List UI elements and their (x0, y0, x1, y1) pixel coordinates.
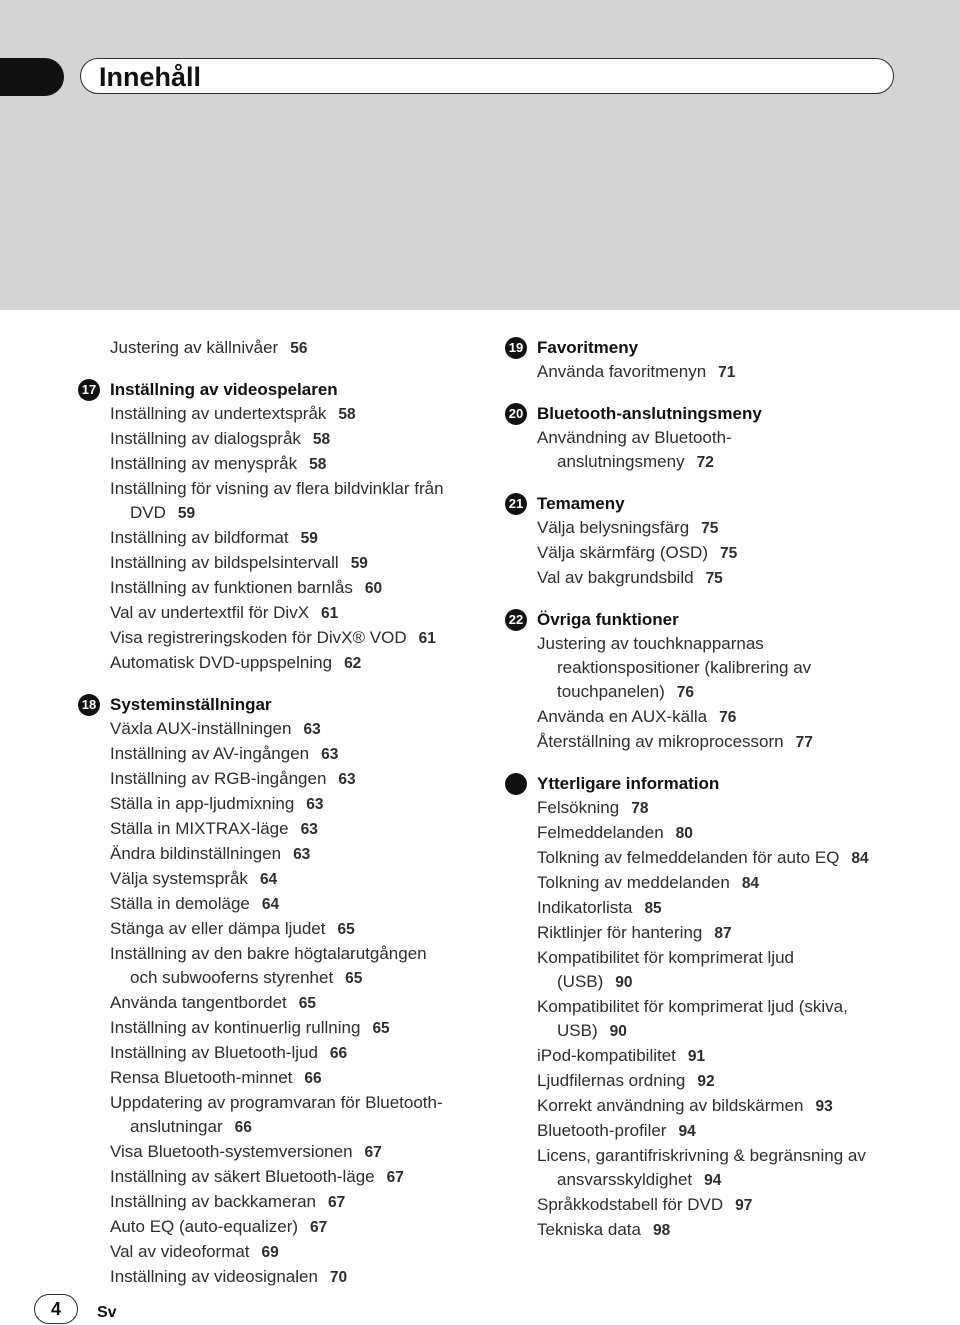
toc-entry-title: Automatisk DVD-uppspelning (110, 653, 333, 672)
toc-entry[interactable] (78, 651, 478, 676)
section-number-badge: 19 (505, 337, 527, 359)
toc-entry[interactable] (505, 1144, 925, 1193)
toc-page-number: 71 (718, 364, 736, 381)
toc-entry-title: Välja skärmfärg (OSD) (537, 543, 708, 562)
toc-entry[interactable] (505, 541, 925, 566)
toc-entry[interactable] (78, 767, 478, 792)
toc-entry-title: Kompatibilitet för komprimerat ljud (537, 948, 794, 967)
toc-entry-continuation-line (537, 1019, 925, 1044)
toc-entry-title: Inställning av AV-ingången (110, 744, 310, 763)
toc-page-number: 63 (338, 771, 356, 788)
toc-entry[interactable] (78, 427, 478, 452)
toc-entry[interactable] (78, 452, 478, 477)
toc-page-number: 64 (259, 871, 278, 888)
toc-entry[interactable] (78, 336, 478, 361)
language-code: Sv (97, 1304, 117, 1321)
section-gap (505, 475, 925, 492)
toc-section-heading[interactable] (505, 608, 925, 632)
toc-section-title: Ytterligare information (537, 774, 720, 793)
toc-entry[interactable] (505, 946, 925, 995)
toc-entry-continuation-line (537, 970, 925, 995)
toc-page-number: 59 (350, 555, 368, 572)
toc-entry[interactable] (505, 995, 925, 1044)
toc-page-number: 62 (344, 655, 362, 672)
page-title: Innehåll (99, 62, 202, 92)
toc-entry-title: Ställa in demoläge (110, 894, 250, 913)
toc-entry-title: Indikatorlista (537, 898, 633, 917)
toc-page-number: 67 (364, 1144, 382, 1161)
toc-entry-title: Ställa in MIXTRAX-läge (110, 819, 289, 838)
toc-entry[interactable] (505, 871, 925, 896)
toc-entry[interactable] (78, 792, 478, 817)
toc-entry-continuation-text: (USB) (557, 972, 604, 991)
toc-entry[interactable] (78, 942, 478, 991)
toc-entry[interactable] (505, 821, 925, 846)
toc-page-number: 97 (735, 1197, 753, 1214)
toc-section-title: Temameny (537, 494, 625, 513)
toc-entry-title: Val av videoformat (110, 1242, 250, 1261)
toc-entry-title: Inställning av dialogspråk (110, 429, 301, 448)
toc-page-number: 75 (705, 570, 723, 587)
toc-entry[interactable] (78, 867, 478, 892)
toc-page-number: 63 (321, 746, 339, 763)
section-gap (78, 361, 478, 378)
toc-page-number: 63 (300, 821, 318, 838)
toc-entry-continuation-text: DVD (130, 503, 166, 522)
toc-entry[interactable] (505, 566, 925, 591)
toc-entry[interactable] (78, 817, 478, 842)
toc-entry-continuation-line (537, 1168, 925, 1193)
toc-entry-continuation-line (110, 966, 478, 991)
toc-entry-title: Inställning för visning av flera bildvinklar från (110, 479, 444, 498)
toc-entry-title: Korrekt användning av bildskärmen (537, 1096, 804, 1115)
toc-page-number: 66 (304, 1070, 322, 1087)
toc-entry[interactable] (78, 1190, 478, 1215)
toc-entry-title: Inställning av bildformat (110, 528, 289, 547)
toc-entry[interactable] (505, 1193, 925, 1218)
title-frame (80, 58, 894, 94)
toc-entry-title: Justering av källnivåer (110, 338, 279, 357)
toc-entry-title: Inställning av menyspråk (110, 454, 298, 473)
toc-page-number: 92 (697, 1073, 715, 1090)
toc-entry-title: Inställning av funktionen barnlås (110, 578, 353, 597)
toc-entry-title: Val av undertextfil för DivX (110, 603, 310, 622)
toc-entry-title: Kompatibilitet för komprimerat ljud (skiva, (537, 997, 848, 1016)
toc-entry-title: Val av bakgrundsbild (537, 568, 694, 587)
toc-page-number: 66 (329, 1045, 348, 1062)
toc-section-title: Systeminställningar (110, 695, 272, 714)
toc-page-number: 84 (851, 850, 869, 867)
toc-entry[interactable] (505, 1094, 925, 1119)
section-gap (505, 591, 925, 608)
toc-entry-title: Tekniska data (537, 1220, 641, 1239)
toc-page-number: 61 (321, 605, 339, 622)
toc-entry[interactable] (78, 1091, 478, 1140)
toc-page-number: 70 (329, 1269, 348, 1286)
toc-entry[interactable] (78, 1265, 478, 1290)
toc-page-number: 67 (386, 1169, 404, 1186)
toc-entry-title: Användning av Bluetooth- (537, 428, 732, 447)
section-number-badge: 21 (505, 493, 527, 515)
toc-page-number: 59 (300, 530, 318, 547)
toc-entry-title: Använda favoritmenyn (537, 362, 707, 381)
toc-section-title: Inställning av videospelaren (110, 380, 338, 399)
toc-entry[interactable] (505, 426, 925, 475)
toc-entry[interactable] (78, 1215, 478, 1240)
toc-left-column (78, 336, 478, 1290)
toc-entry-title: Välja belysningsfärg (537, 518, 690, 537)
toc-entry-title: Licens, garantifriskrivning & begränsning av (537, 1146, 866, 1165)
toc-page-number: 94 (704, 1172, 722, 1189)
header-band (0, 0, 960, 310)
toc-entry[interactable] (78, 1016, 478, 1041)
page-number: 4 (34, 1294, 78, 1324)
section-number-badge (505, 773, 527, 795)
toc-entry-title: Språkkodstabell för DVD (537, 1195, 724, 1214)
toc-entry-title: Inställning av backkameran (110, 1192, 317, 1211)
toc-page-number: 75 (719, 545, 738, 562)
toc-entry-title: Välja systemspråk (110, 869, 248, 888)
toc-entry[interactable] (505, 896, 925, 921)
toc-entry-title: Växla AUX-inställningen (110, 719, 292, 738)
toc-entry[interactable] (78, 717, 478, 742)
toc-page-number: 93 (815, 1098, 833, 1115)
toc-page-number: 65 (345, 970, 363, 987)
toc-entry[interactable] (78, 1041, 478, 1066)
toc-page-number: 91 (687, 1048, 706, 1065)
toc-section-heading[interactable] (505, 402, 925, 426)
toc-entry-title: Ställa in app-ljudmixning (110, 794, 295, 813)
toc-page-number: 56 (290, 340, 308, 357)
toc-entry-title: Återställning av mikroprocessorn (537, 732, 784, 751)
toc-section-heading[interactable] (505, 492, 925, 516)
toc-page-number: 76 (719, 709, 737, 726)
toc-page-number: 59 (177, 505, 196, 522)
toc-page-number: 58 (309, 456, 327, 473)
toc-entry[interactable] (505, 360, 925, 385)
toc-entry-title: Inställning av undertextspråk (110, 404, 327, 423)
toc-section-heading[interactable] (505, 336, 925, 360)
toc-entry-title: Inställning av bildspelsintervall (110, 553, 339, 572)
toc-entry-continuation: reaktionspositioner (kalibrering av (557, 658, 812, 677)
toc-entry[interactable] (505, 921, 925, 946)
toc-entry-continuation-line (110, 501, 478, 526)
toc-entry-title: Tolkning av felmeddelanden för auto EQ (537, 848, 840, 867)
toc-entry[interactable] (505, 632, 925, 705)
toc-entry-title: Inställning av videosignalen (110, 1267, 318, 1286)
toc-page-number: 78 (631, 800, 649, 817)
toc-entry[interactable] (78, 1140, 478, 1165)
toc-entry-continuation-line (537, 450, 925, 475)
toc-entry[interactable] (78, 1066, 478, 1091)
toc-page-number: 80 (675, 825, 693, 842)
toc-entry[interactable] (78, 742, 478, 767)
toc-entry-continuation-text: touchpanelen) (557, 682, 665, 701)
toc-entry-title: iPod-kompatibilitet (537, 1046, 676, 1065)
section-number-badge: 22 (505, 609, 527, 631)
toc-page-number: 90 (615, 974, 633, 991)
toc-page-number: 67 (328, 1194, 346, 1211)
toc-page-number: 65 (372, 1020, 390, 1037)
toc-section-title: Övriga funktioner (537, 610, 679, 629)
toc-entry-title: Inställning av säkert Bluetooth-läge (110, 1167, 375, 1186)
toc-page-number: 87 (714, 925, 732, 942)
toc-entry[interactable] (505, 1069, 925, 1094)
toc-page-number: 65 (298, 995, 317, 1012)
toc-section-title: Bluetooth-anslutningsmeny (537, 404, 762, 423)
toc-entry[interactable] (505, 730, 925, 755)
toc-page-number: 66 (234, 1119, 252, 1136)
toc-page-number: 98 (652, 1222, 671, 1239)
toc-entry-title: Justering av touchknapparnas (537, 634, 764, 653)
toc-page-number: 69 (261, 1244, 279, 1261)
toc-page-number: 58 (338, 406, 356, 423)
toc-entry[interactable] (78, 842, 478, 867)
section-number-badge: 18 (78, 694, 100, 716)
toc-entry[interactable] (78, 1165, 478, 1190)
toc-entry[interactable] (78, 892, 478, 917)
toc-page-number: 63 (303, 721, 321, 738)
toc-section-heading[interactable] (505, 772, 925, 796)
toc-entry-title: Inställning av RGB-ingången (110, 769, 327, 788)
toc-entry-title: Inställning av kontinuerlig rullning (110, 1018, 361, 1037)
toc-section-heading[interactable] (78, 693, 478, 717)
toc-page-number: 72 (696, 454, 714, 471)
toc-entry[interactable] (78, 626, 478, 651)
toc-page-number: 67 (310, 1219, 328, 1236)
toc-page-number: 76 (676, 684, 695, 701)
toc-entry-title: Rensa Bluetooth-minnet (110, 1068, 293, 1087)
toc-entry-title: Visa Bluetooth-systemversionen (110, 1142, 353, 1161)
toc-entry-title: Visa registreringskoden för DivX® VOD (110, 628, 407, 647)
section-number-badge: 17 (78, 379, 100, 401)
toc-entry[interactable] (78, 1240, 478, 1265)
toc-page-number: 60 (364, 580, 383, 597)
toc-section-title: Favoritmeny (537, 338, 639, 357)
toc-section-heading[interactable] (78, 378, 478, 402)
toc-page-number: 63 (306, 796, 324, 813)
toc-entry[interactable] (78, 526, 478, 551)
toc-page-number: 75 (701, 520, 719, 537)
toc-page-number: 65 (337, 921, 355, 938)
toc-entry[interactable] (505, 846, 925, 871)
section-gap (505, 385, 925, 402)
toc-entry[interactable] (78, 576, 478, 601)
toc-entry-continuation-text: anslutningar (130, 1117, 223, 1136)
toc-entry[interactable] (505, 1218, 925, 1243)
toc-entry[interactable] (505, 1119, 925, 1144)
toc-entry[interactable] (505, 516, 925, 541)
toc-entry-continuation-text: och subwooferns styrenhet (130, 968, 334, 987)
toc-entry-title: Ändra bildinställningen (110, 844, 282, 863)
toc-entry-continuation-text: ansvarsskyldighet (557, 1170, 693, 1189)
section-number-badge: 20 (505, 403, 527, 425)
toc-entry[interactable] (78, 477, 478, 526)
toc-right-column (505, 336, 925, 1243)
toc-entry-title: Riktlinjer för hantering (537, 923, 703, 942)
toc-entry-title: Ljudfilernas ordning (537, 1071, 686, 1090)
toc-page-number: 94 (678, 1123, 696, 1140)
toc-entry-title: Uppdatering av programvaran för Bluetooth- (110, 1093, 443, 1112)
toc-page-number: 84 (741, 875, 760, 892)
toc-entry[interactable] (78, 402, 478, 427)
toc-entry-title: Felmeddelanden (537, 823, 664, 842)
toc-entry-title: Tolkning av meddelanden (537, 873, 730, 892)
toc-entry[interactable] (78, 601, 478, 626)
toc-entry-title: Bluetooth-profiler (537, 1121, 667, 1140)
toc-page-number: 64 (261, 896, 280, 913)
toc-page-number: 90 (609, 1023, 627, 1040)
toc-entry-title: Stänga av eller dämpa ljudet (110, 919, 326, 938)
toc-entry-title: Inställning av Bluetooth-ljud (110, 1043, 318, 1062)
toc-entry[interactable] (505, 796, 925, 821)
toc-page-number: 61 (418, 630, 436, 647)
section-gap (78, 676, 478, 693)
toc-entry-continuation-text: anslutningsmeny (557, 452, 685, 471)
toc-entry-continuation-line (537, 680, 925, 705)
toc-entry-title: Inställning av den bakre högtalarutgången (110, 944, 427, 963)
toc-entry[interactable] (78, 917, 478, 942)
toc-entry-title: Auto EQ (auto-equalizer) (110, 1217, 299, 1236)
toc-entry-continuation-text: USB) (557, 1021, 598, 1040)
toc-entry[interactable] (505, 1044, 925, 1069)
toc-entry-continuation-line (110, 1115, 478, 1140)
toc-entry[interactable] (78, 991, 478, 1016)
toc-entry[interactable] (78, 551, 478, 576)
toc-page-number: 63 (293, 846, 311, 863)
toc-entry[interactable] (505, 705, 925, 730)
section-tab-marker (0, 58, 64, 96)
toc-page-number: 58 (312, 431, 331, 448)
toc-page-number: 77 (795, 734, 813, 751)
toc-entry-title: Använda tangentbordet (110, 993, 287, 1012)
toc-entry-title: Felsökning (537, 798, 620, 817)
section-gap (505, 755, 925, 772)
toc-page-number: 85 (644, 900, 662, 917)
toc-entry-title: Använda en AUX-källa (537, 707, 708, 726)
